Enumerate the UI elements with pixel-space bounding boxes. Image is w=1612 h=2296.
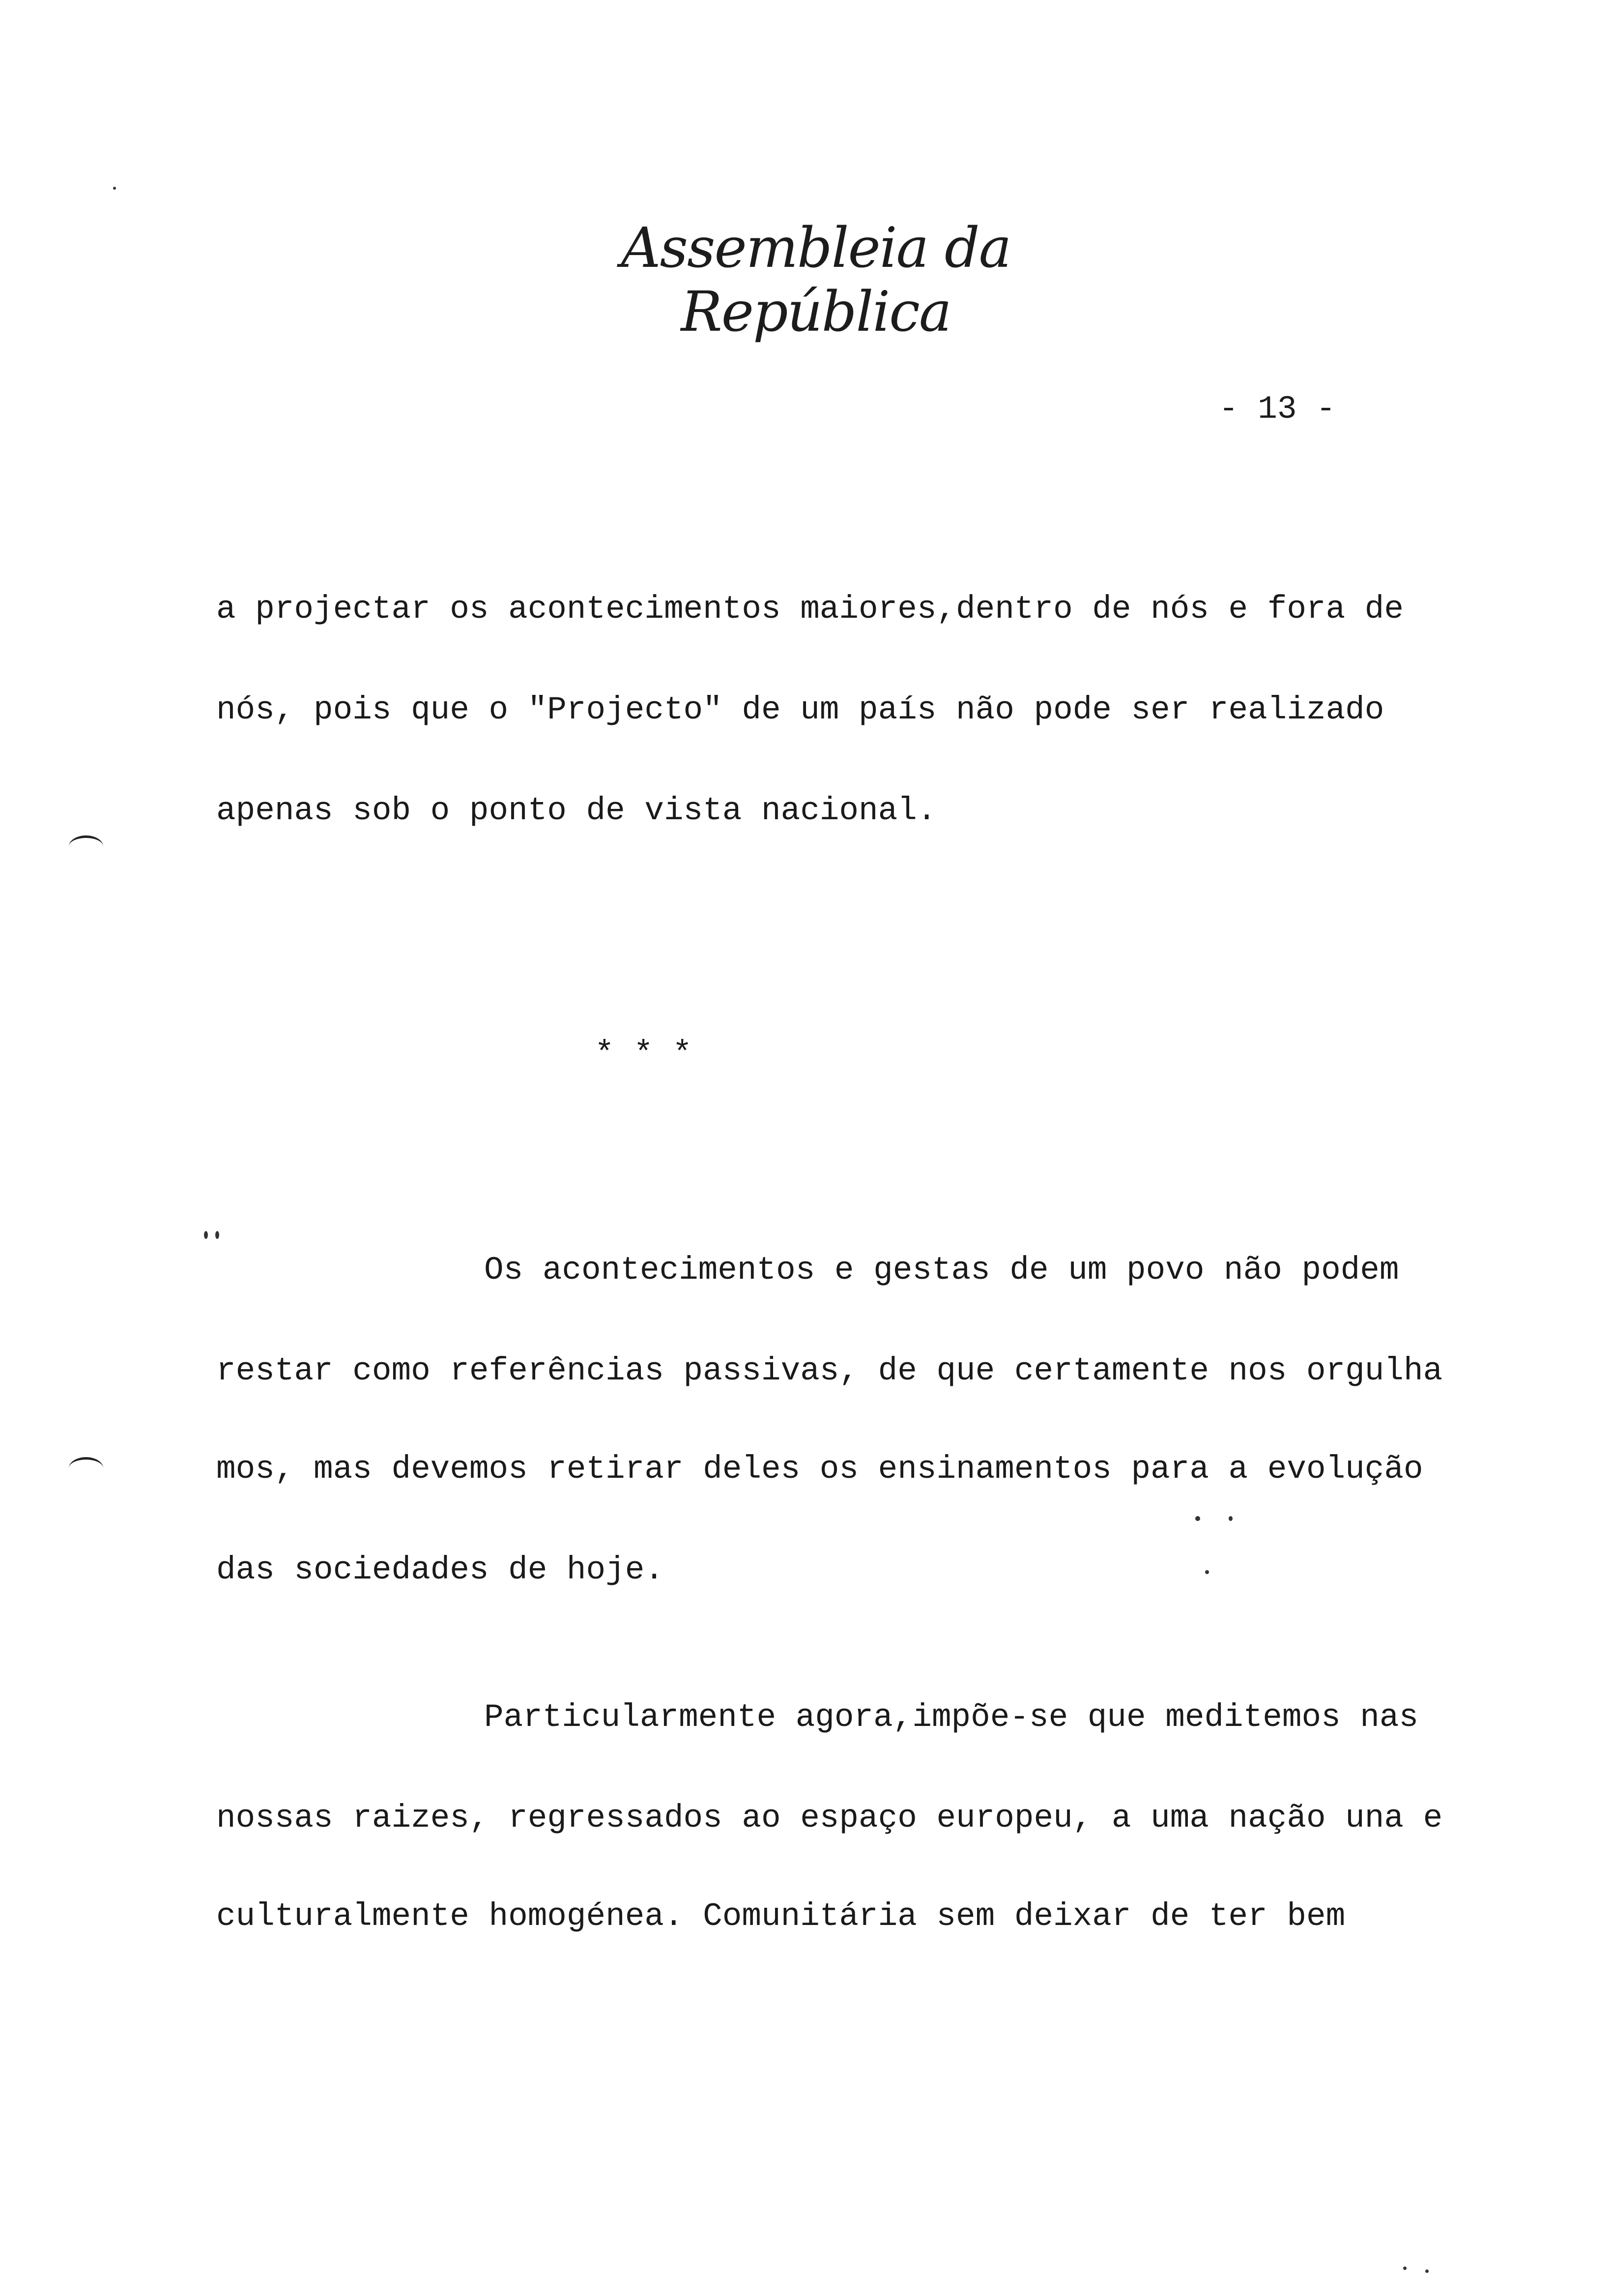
scan-speck (204, 1231, 208, 1239)
scan-speck (1229, 1516, 1233, 1521)
scan-speck (1425, 2269, 1429, 2273)
text-line: mos, mas devemos retirar deles os ensinamentos para a evolução (216, 1451, 1423, 1488)
text-line: apenas sob o ponto de vista nacional. (216, 792, 937, 829)
text-line: das sociedades de hoje. (216, 1551, 664, 1588)
scan-speck (1205, 1570, 1209, 1574)
text-line: nossas raizes, regressados ao espaço europeu, a uma nação una e (216, 1800, 1443, 1837)
scan-speck (113, 187, 116, 190)
text-line: culturalmente homogénea. Comunitária sem deixar de ter bem (216, 1898, 1346, 1935)
text-line: Os acontecimentos e gestas de um povo não podem (484, 1252, 1399, 1289)
scan-speck (1195, 1516, 1200, 1521)
letterhead: Assembleia da República (621, 216, 1011, 344)
margin-mark (69, 1457, 103, 1479)
margin-mark (69, 835, 103, 858)
text-line: nós, pois que o "Projecto" de um país não pode ser realizado (216, 691, 1384, 728)
text-line: a projectar os acontecimentos maiores,dentro de nós e fora de (216, 591, 1404, 628)
text-line: Particularmente agora,impõe-se que meditemos nas (484, 1699, 1419, 1736)
section-separator: * * * (595, 1035, 692, 1072)
scan-speck (215, 1231, 219, 1239)
text-line: restar como referências passivas, de que certamente nos orgulha (216, 1352, 1443, 1389)
scan-speck (1403, 2267, 1407, 2270)
page-number: - 13 - (1219, 391, 1336, 428)
